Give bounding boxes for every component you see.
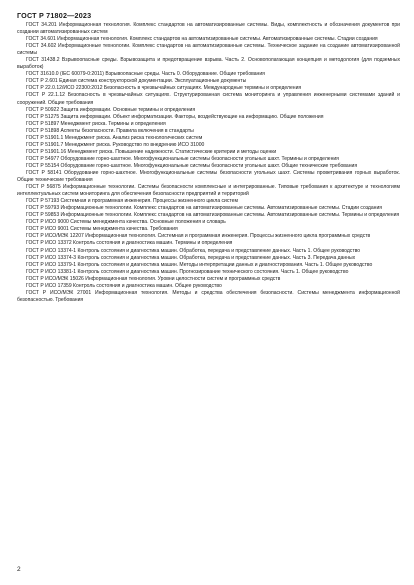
reference-entry: ГОСТ Р 55154 Оборудование горно-шахтное. Многофункциональные системы безопасности угольных шахт. Общие технические требования: [26, 162, 358, 169]
reference-entry: ГОСТ Р 51901.7 Менеджмент риска. Руководство по внедрению ИСО 31000: [26, 141, 205, 148]
reference-entry: ГОСТ Р 57193 Системная и программная инженерия. Процессы жизненного цикла систем: [26, 198, 238, 205]
reference-entry: ГОСТ Р ИСО 13381-1 Контроль состояния и диагностика машин. Прогнозирование технического состояния. Часть 1. Общее руководство: [26, 268, 349, 275]
reference-entry: ГОСТ 31438.2 Взрывоопасные среды. Взрывозащита и предотвращение взрыва. Часть 2. Основополагающая концепция и методология (для подземных выработок): [17, 57, 400, 71]
reference-entry: ГОСТ Р 51901.1 Менеджмент риска. Анализ риска технологических систем: [26, 134, 203, 141]
reference-entry: ГОСТ 34.602 Информационные технологии. Комплекс стандартов на автоматизированные системы. Техническое задание на создание автоматизированной системы: [17, 43, 400, 57]
reference-entry: ГОСТ Р ИСО 13372 Контроль состояния и диагностика машин. Термины и определения: [26, 240, 233, 247]
reference-entry: ГОСТ 34.601 Информационная технология. Комплекс стандартов на автоматизированные системы. Автоматизированные системы. Стадии создания: [26, 36, 378, 43]
reference-entry: ГОСТ 31610.0 (IEC 60079-0:2011) Взрывоопасные среды. Часть 0. Оборудование. Общие требования: [26, 71, 265, 78]
reference-entry: ГОСТ Р 22.1.12 Безопасность в чрезвычайных ситуациях. Структурированная система мониторинга и управления инженерными системами зданий и сооружений. Общие требования: [17, 92, 400, 106]
reference-entry: ГОСТ Р ИСО 13374-1 Контроль состояния и диагностика машин. Обработка, передача и представление данных. Часть 1. Общее руководство: [26, 247, 361, 254]
normative-references-list: [17, 22, 400, 304]
reference-entry: ГОСТ Р 54977 Оборудование горно-шахтное. Многофункциональные системы безопасности угольных шахт. Термины и определения: [26, 155, 339, 162]
reference-entry: ГОСТ Р ИСО 17359 Контроль состояния и диагностика машин. Общее руководство: [26, 282, 222, 289]
reference-entry: ГОСТ Р ИСО 9000 Системы менеджмента качества. Основные положения и словарь: [26, 219, 226, 226]
reference-entry: ГОСТ 34.201 Информационная технология. Комплекс стандартов на автоматизированные системы. Виды, комплектность и обозначения документов при создании автоматизированных систем: [17, 22, 400, 36]
document-header: ГОСТ Р 71802—2023: [17, 11, 92, 20]
page-number: 2: [17, 566, 21, 573]
reference-entry: ГОСТ Р ИСО 9001 Системы менеджмента качества. Требования: [26, 226, 178, 233]
reference-entry: ГОСТ Р 58141 Оборудование горно-шахтное. Многофункциональные системы безопасности угольных шахт. Системы проветривания горных выработок. Общие технические требования: [17, 169, 400, 184]
reference-entry: ГОСТ Р 50922 Защита информации. Основные термины и определения: [26, 106, 196, 113]
reference-entry: ГОСТ Р 56875 Информационные технологии. Системы безопасности комплексные и интегрированные. Типовые требования к архитектуре и технологиям интеллектуальных систем мониторинга для обеспечения безопасности предприятий и территорий: [17, 184, 400, 198]
reference-entry: ГОСТ Р 59853 Информационные технологии. Комплекс стандартов на автоматизированные системы. Автоматизированные системы. Термины и определения: [26, 212, 400, 219]
reference-entry: ГОСТ Р ИСО/МЭК 15026 Информационная технология. Уровни целостности систем и программных средств: [26, 275, 281, 282]
reference-entry: ГОСТ Р ИСО/МЭК 12207 Информационная технология. Системная и программная инженерия. Процессы жизненного цикла программных средств: [26, 233, 371, 240]
reference-entry: ГОСТ Р ИСО 13379-1 Контроль состояния и диагностика машин. Методы интерпретации данных и диагностирования. Часть 1. Общее руководство: [26, 261, 373, 268]
reference-entry: ГОСТ Р ИСО/МЭК 27001 Информационная технология. Методы и средства обеспечения безопасности. Системы менеджмента информационной безопасностью. Требования: [17, 289, 400, 303]
reference-entry: ГОСТ Р ИСО 13374-3 Контроль состояния и диагностика машин. Обработка, передача и представление данных. Часть 3. Передача данных: [26, 254, 356, 261]
reference-entry: ГОСТ Р 51897 Менеджмент риска. Термины и определения: [26, 120, 166, 127]
reference-entry: ГОСТ Р 59793 Информационные технологии. Комплекс стандартов на автоматизированные системы. Автоматизированные системы. Стадии создания: [26, 205, 383, 212]
reference-entry: ГОСТ Р 2.601 Единая система конструкторской документации. Эксплуатационные документы: [26, 78, 247, 85]
reference-entry: ГОСТ Р 51898 Аспекты безопасности. Правила включения в стандарты: [26, 127, 194, 134]
reference-entry: ГОСТ Р 51275 Защита информации. Объект информатизации. Факторы, воздействующие на информацию. Общие положения: [26, 113, 324, 120]
reference-entry: ГОСТ Р 22.0.12/ИСО 22300:2012 Безопасность в чрезвычайных ситуациях. Международные термины и определения: [26, 85, 302, 92]
reference-entry: ГОСТ Р 51901.16 Менеджмент риска. Повышение надежности. Статистические критерии и методы оценки: [26, 148, 277, 155]
